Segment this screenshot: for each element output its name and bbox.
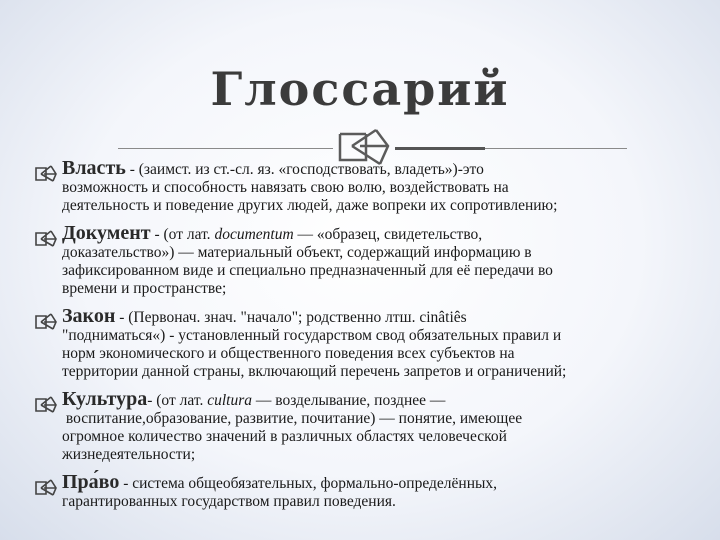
glossary-term: Пра́во: [62, 471, 120, 493]
bullet-icon: [34, 394, 58, 414]
glossary-item-vlast: Власть - (заимст. из ст.-сл. яз. «господствовать, владеть»)-это возможность и способность навязать свою волю, воздействовать на деятельность и поведение других людей, даже вопреки их сопротивлению;: [34, 159, 714, 215]
title-divider-left: [118, 148, 333, 149]
bullet-icon: [34, 477, 58, 497]
bullet-icon: [34, 163, 58, 183]
glossary-list: [34, 159, 714, 520]
glossary-item-kultura: Культура- (от лат. cultura — возделывание, позднее — воспитание,образование, развитие, почитание) — понятие, имеющее огромное количество значений в различных областях человеческой жизнедеятельности;: [34, 390, 714, 464]
glossary-term: Культура: [62, 388, 148, 410]
glossary-term: Закон: [62, 305, 116, 327]
bullet-icon: [34, 311, 58, 331]
title-divider-accent: [395, 147, 485, 150]
page-title: Глоссарий: [210, 62, 510, 116]
glossary-item-pravo: Пра́во - система общеобязательных, формально-определённых, гарантированных государством правил поведения.: [34, 473, 714, 511]
glossary-item-zakon: Закон - (Первонач. знач. "начало"; родственно лтш. cinâtiês "подниматься«) - установленный государством свод обязательных правил и норм экономического и общественного поведения всех субъектов на территории данной страны, включающий перечень запретов и ограничений;: [34, 307, 714, 381]
glossary-term: Власть: [62, 157, 126, 179]
bullet-icon: [34, 228, 58, 248]
glossary-item-dokument: Документ - (от лат. documentum — «образец, свидетельство, доказательство») — материальный объект, содержащий информацию в зафиксированном виде и специально предназначенный для её передачи во времени и пространстве;: [34, 224, 714, 298]
glossary-term: Документ: [62, 222, 151, 244]
